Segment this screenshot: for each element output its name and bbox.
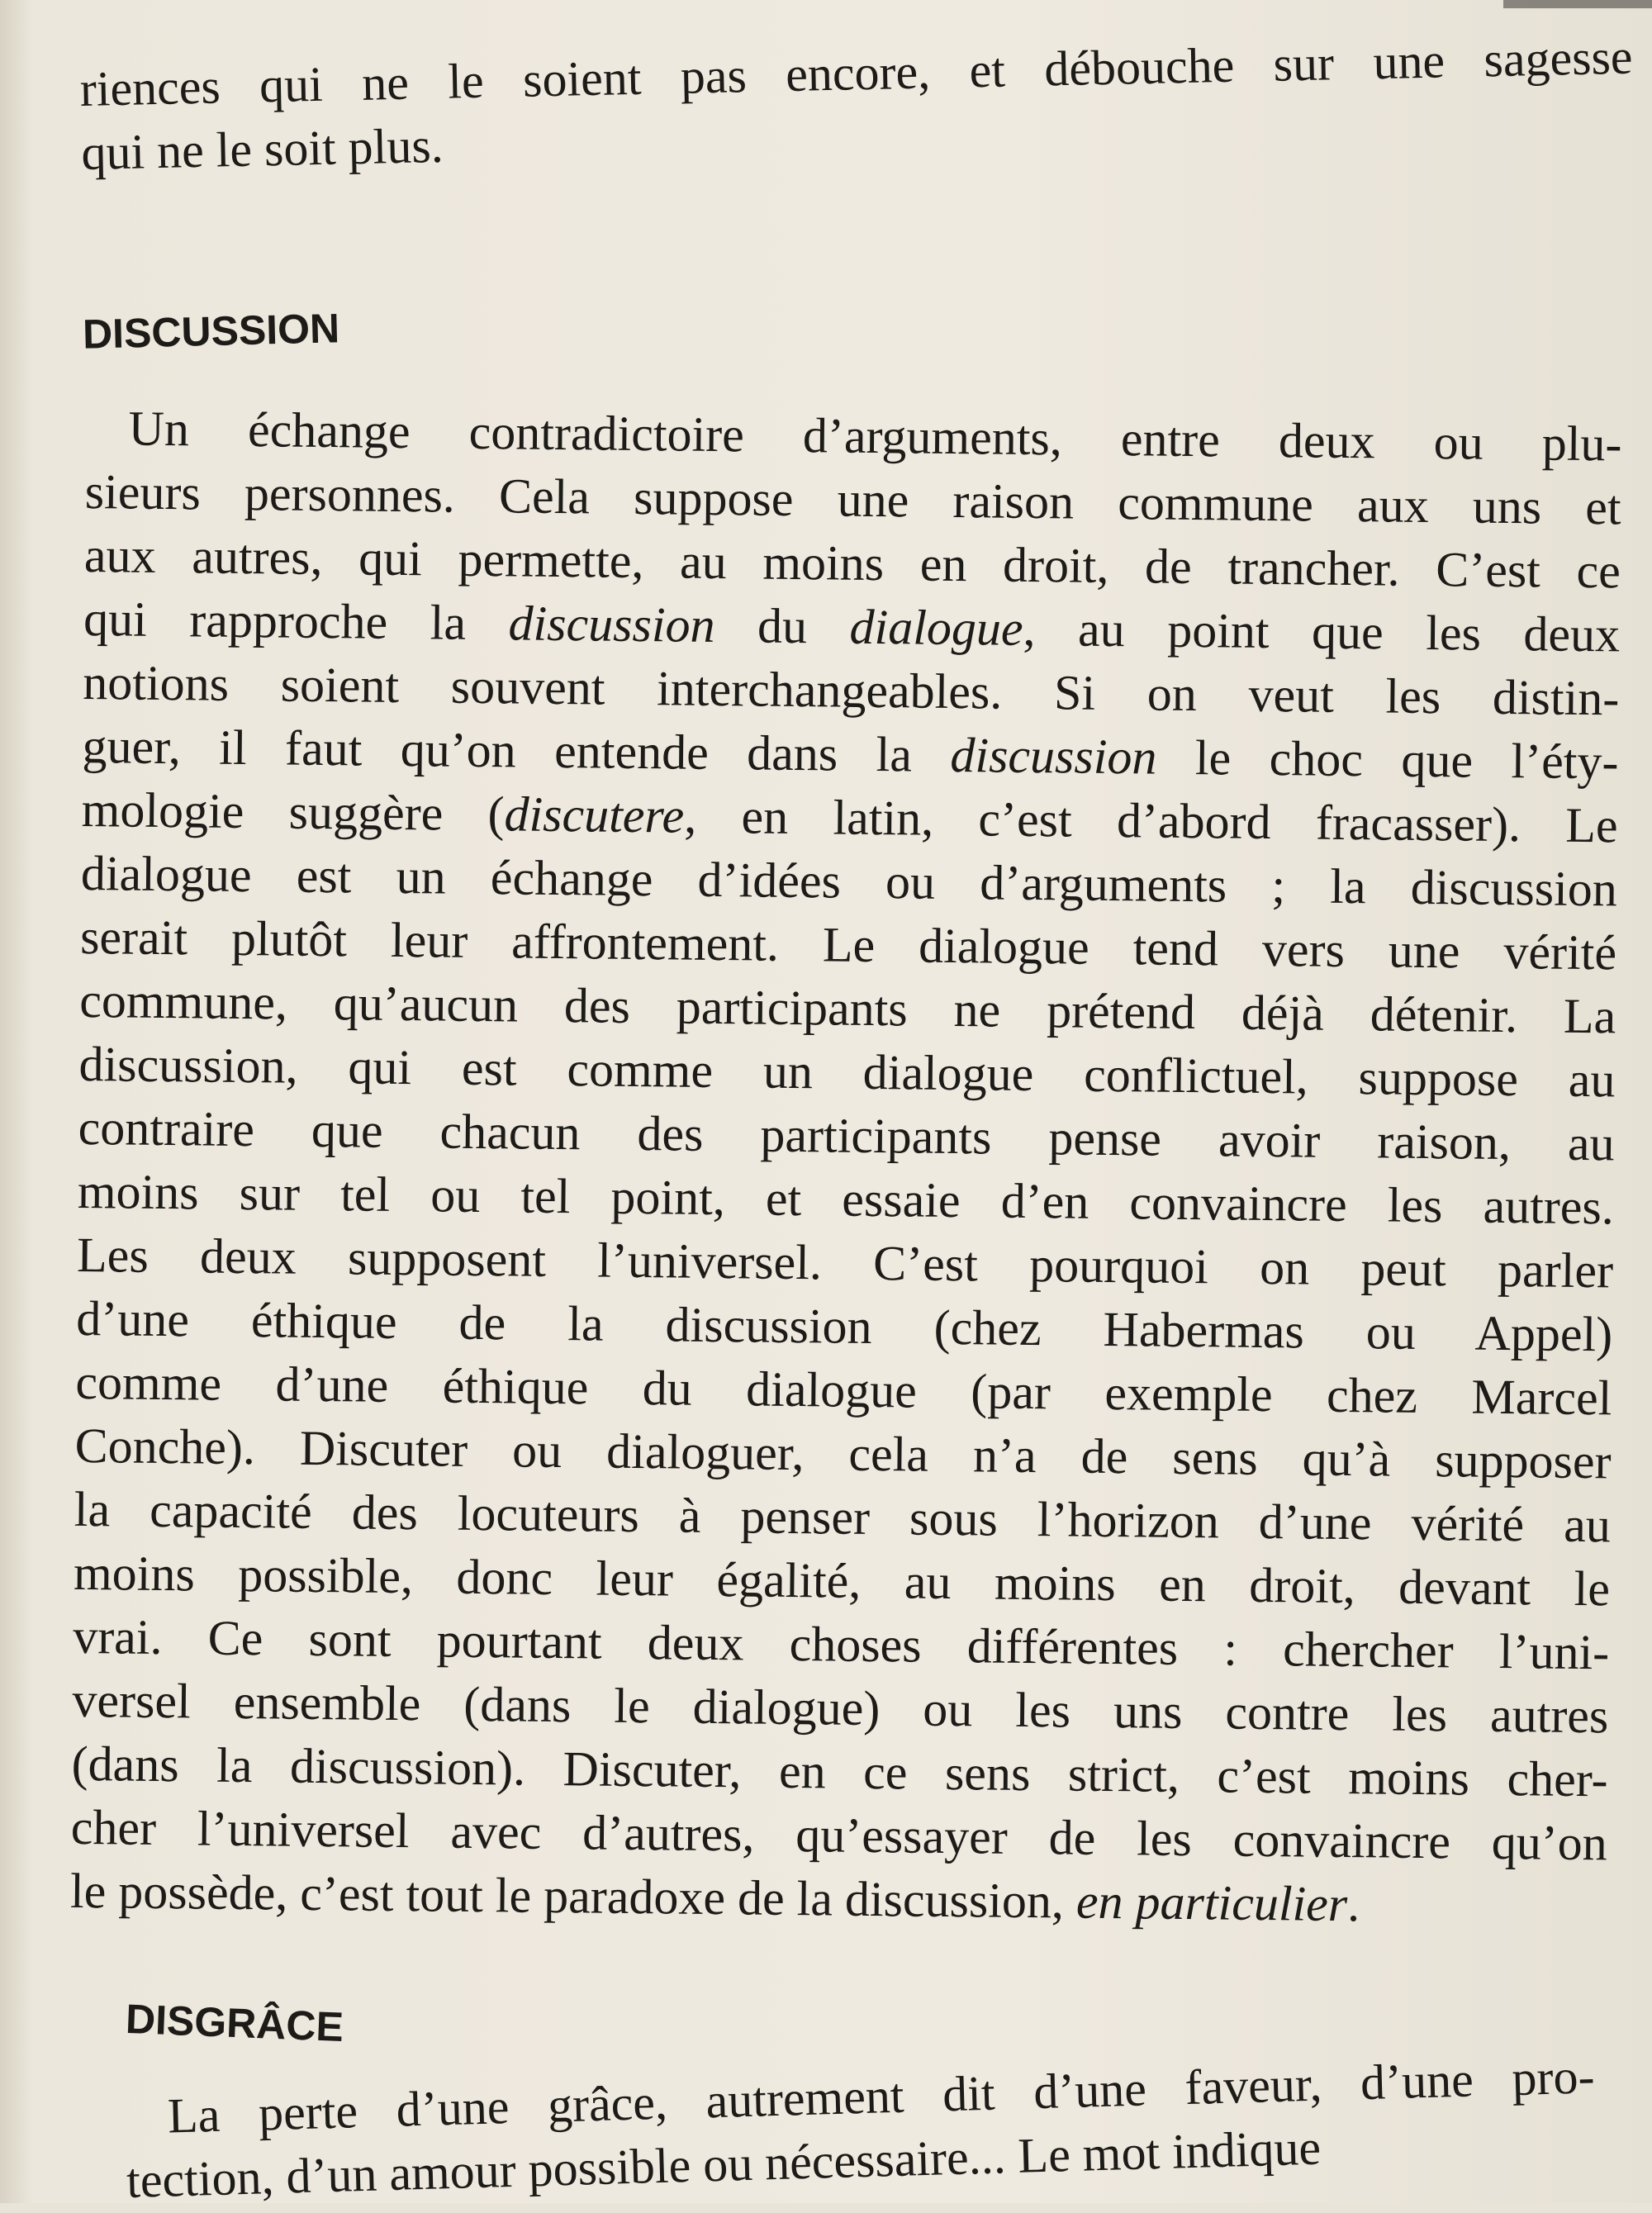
text-run: le choc que l’éty-: [1156, 729, 1619, 790]
text-run: .: [1346, 1877, 1360, 1932]
entry-heading-disgrace: DISGRÂCE: [125, 1995, 344, 2051]
text-run: (dans la discussion). Discuter, en ce sens strict, c’est moins cher-: [71, 1736, 1608, 1807]
text-run: La perte d’une grâce, autrement dit d’une faveur, d’une pro-: [167, 2049, 1596, 2144]
text-run: du: [714, 597, 850, 654]
text-run: dialogue est un échange d’idées ou d’arguments ; la discussion: [80, 845, 1618, 917]
text-run: , en latin, c’est d’abord fracasser). Le: [683, 788, 1619, 853]
text-run: Les deux supposent l’universel. C’est pourquoi on peut parler: [76, 1227, 1614, 1299]
entry-body-discussion: [70, 397, 1622, 1939]
text-run: le possède, c’est tout le paradoxe de la discussion,: [69, 1863, 1077, 1929]
text-run: mologie suggère (: [81, 781, 505, 842]
text-run: Un échange contradictoire d’arguments, entre deux ou plu-: [128, 401, 1622, 472]
text-run: , au point que les deux: [1023, 601, 1621, 662]
text-run: moins sur tel ou tel point, et essaie d’en convaincre les autres.: [77, 1163, 1615, 1235]
text-run: d’une éthique de la discussion (chez Habermas ou Appel): [75, 1290, 1613, 1362]
text-run: discussion, qui est comme un dialogue conflictuel, suppose au: [78, 1036, 1616, 1108]
text-run: guer, il faut qu’on entende dans la: [82, 718, 951, 782]
italic-term: en particulier: [1075, 1873, 1348, 1932]
italic-term: discussion: [950, 727, 1157, 785]
text-run: commune, qu’aucun des participants ne prétend déjà détenir. La: [78, 972, 1616, 1044]
text-run: riences qui ne le soient pas encore, et débouche sur une sagesse: [79, 29, 1634, 116]
text-run: cher l’universel avec d’autres, qu’essayer de les convaincre qu’on: [70, 1799, 1608, 1871]
text-run: aux autres, qui permette, au moins en droit, de trancher. C’est ce: [83, 527, 1621, 599]
opening-paragraph: [79, 26, 1635, 185]
entry-body-disgrace: [124, 2044, 1597, 2213]
text-run: tection, d’un amour possible ou nécessaire... Le mot indique: [126, 2120, 1322, 2208]
text-run: notions soient souvent interchangeables. Si on veut les distin-: [83, 654, 1620, 726]
italic-term: dialogue: [849, 599, 1023, 656]
italic-term: discussion: [508, 596, 715, 653]
text-run: comme d’une éthique du dialogue (par exemple chez Marcel: [75, 1354, 1612, 1426]
running-header-mark: [1503, 0, 1652, 8]
text-run: qui rapproche la: [83, 591, 509, 651]
text-run: serait plutôt leur affrontement. Le dialogue tend vers une vérité: [79, 909, 1617, 981]
text-run: qui ne le soit plus.: [80, 117, 444, 180]
entry-heading-discussion: DISCUSSION: [82, 305, 340, 358]
italic-term: discutere: [504, 786, 685, 843]
text-run: vrai. Ce sont pourtant deux choses différentes : chercher l’uni-: [72, 1608, 1610, 1680]
text-run: versel ensemble (dans le dialogue) ou les uns contre les autres: [72, 1672, 1609, 1744]
text-run: la capacité des locuteurs à penser sous l’horizon d’une vérité au: [74, 1481, 1612, 1553]
text-run: contraire que chacun des participants pense avoir raison, au: [78, 1099, 1615, 1171]
text-run: sieurs personnes. Cela suppose une raison commune aux uns et: [84, 463, 1622, 535]
text-run: moins possible, donc leur égalité, au moins en droit, devant le: [73, 1545, 1611, 1617]
text-run: Conche). Discuter ou dialoguer, cela n’a de sens qu’à supposer: [74, 1418, 1612, 1489]
